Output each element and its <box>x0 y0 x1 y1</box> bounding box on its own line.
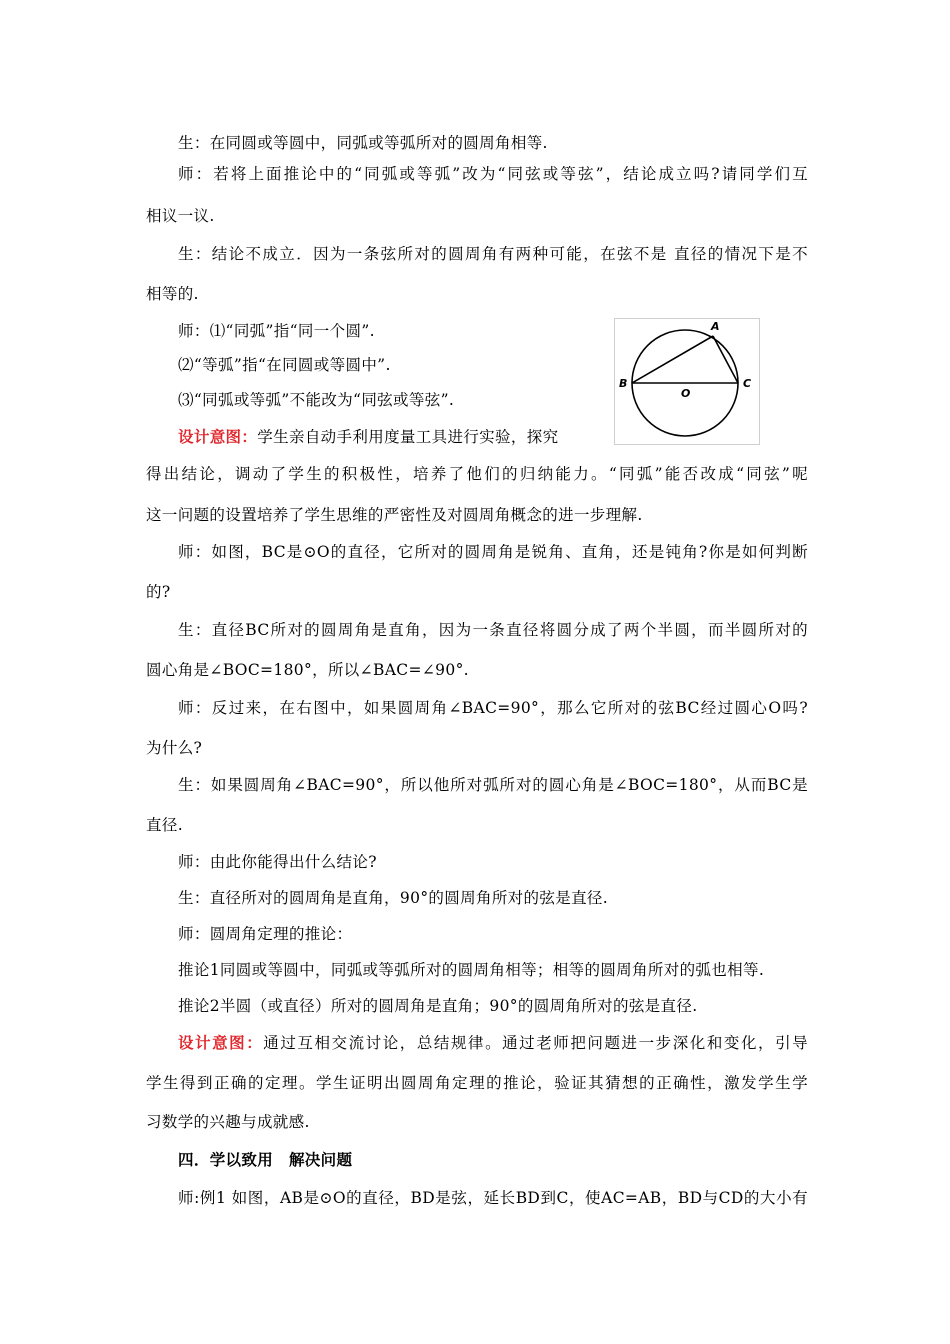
teacher-note-2: ⑵“等弧”指“在同圆或等圆中”. <box>178 356 391 374</box>
student-answer-4-cont: 直径. <box>146 816 183 834</box>
circle-diagram-svg <box>615 319 759 444</box>
label-a: A <box>711 320 720 333</box>
design-intent-2-text: 通过互相交流讨论，总结规律。通过老师把问题进一步深化和变化，引导 <box>263 1034 808 1052</box>
teacher-question-2-cont: 的? <box>146 583 171 601</box>
student-answer-2: 生：结论不成立．因为一条弦所对的圆周角有两种可能，在弦不是 直径的情况下是不 <box>178 245 808 263</box>
label-o: O <box>681 387 691 400</box>
chord-ac <box>713 336 738 383</box>
example-1: 师:例1 如图，AB是⊙O的直径，BD是弦，延长BD到C，使AC=AB，BD与CD的大小有 <box>178 1189 808 1207</box>
student-answer-5: 生：直径所对的圆周角是直角，90°的圆周角所对的弦是直径. <box>178 889 609 907</box>
teacher-question-4: 师：由此你能得出什么结论? <box>178 853 377 871</box>
teacher-note-1: 师：⑴“同弧”指“同一个圆”. <box>178 322 375 340</box>
teacher-note-3: ⑶“同弧或等弧”不能改为“同弦或等弦”. <box>178 391 455 409</box>
design-intent-2 <box>178 1033 808 1053</box>
design-intent-2-end: 习数学的兴趣与成就感. <box>146 1113 310 1131</box>
design-intent-label: 设计意图： <box>178 427 258 446</box>
label-b: B <box>619 377 628 390</box>
student-answer-2-cont: 相等的. <box>146 285 199 303</box>
corollary-2: 推论2半圆（或直径）所对的圆周角是直角；90°的圆周角所对的弦是直径. <box>178 997 698 1015</box>
design-intent-1-end: 这一问题的设置培养了学生思维的严密性及对圆周角概念的进一步理解. <box>146 506 643 524</box>
teacher-question-2: 师：如图，BC是⊙O的直径，它所对的圆周角是锐角、直角，还是钝角?你是如何判断 <box>178 543 808 561</box>
chord-ab <box>632 336 713 383</box>
student-answer-1: 生：在同圆或等圆中，同弧或等弧所对的圆周角相等. <box>178 134 548 152</box>
section-heading-4: 四．学以致用 解决问题 <box>178 1150 353 1169</box>
design-intent-1-cont: 得出结论，调动了学生的积极性，培养了他们的归纳能力。“同弧”能否改成“同弦”呢 <box>146 465 808 483</box>
label-c: C <box>743 377 752 390</box>
teacher-question-1: 师：若将上面推论中的“同弧或等弧”改为“同弦或等弦”，结论成立吗?请同学们互 <box>178 165 808 183</box>
student-answer-3-cont: 圆心角是∠BOC=180°，所以∠BAC=∠90°. <box>146 661 469 679</box>
circle-diagram <box>614 318 760 445</box>
corollary-1: 推论1同圆或等圆中，同弧或等弧所对的圆周角相等；相等的圆周角所对的弧也相等. <box>178 961 765 979</box>
teacher-question-3-cont: 为什么? <box>146 739 203 757</box>
teacher-corollary-intro: 师：圆周角定理的推论： <box>178 925 353 943</box>
student-answer-3: 生：直径BC所对的圆周角是直角，因为一条直径将圆分成了两个半圆，而半圆所对的 <box>178 621 808 639</box>
teacher-question-1-cont: 相议一议. <box>146 207 215 225</box>
design-intent-2-label: 设计意图： <box>178 1033 264 1052</box>
design-intent-text: 学生亲自动手利用度量工具进行实验，探究 <box>257 428 559 446</box>
design-intent-2-cont: 学生得到正确的定理。学生证明出圆周角定理的推论，验证其猜想的正确性，激发学生学 <box>146 1074 808 1092</box>
teacher-question-3: 师：反过来，在右图中，如果圆周角∠BAC=90°，那么它所对的弦BC经过圆心O吗? <box>178 699 808 717</box>
student-answer-4: 生：如果圆周角∠BAC=90°，所以他所对弧所对的圆心角是∠BOC=180°，从而BC是 <box>178 776 808 794</box>
